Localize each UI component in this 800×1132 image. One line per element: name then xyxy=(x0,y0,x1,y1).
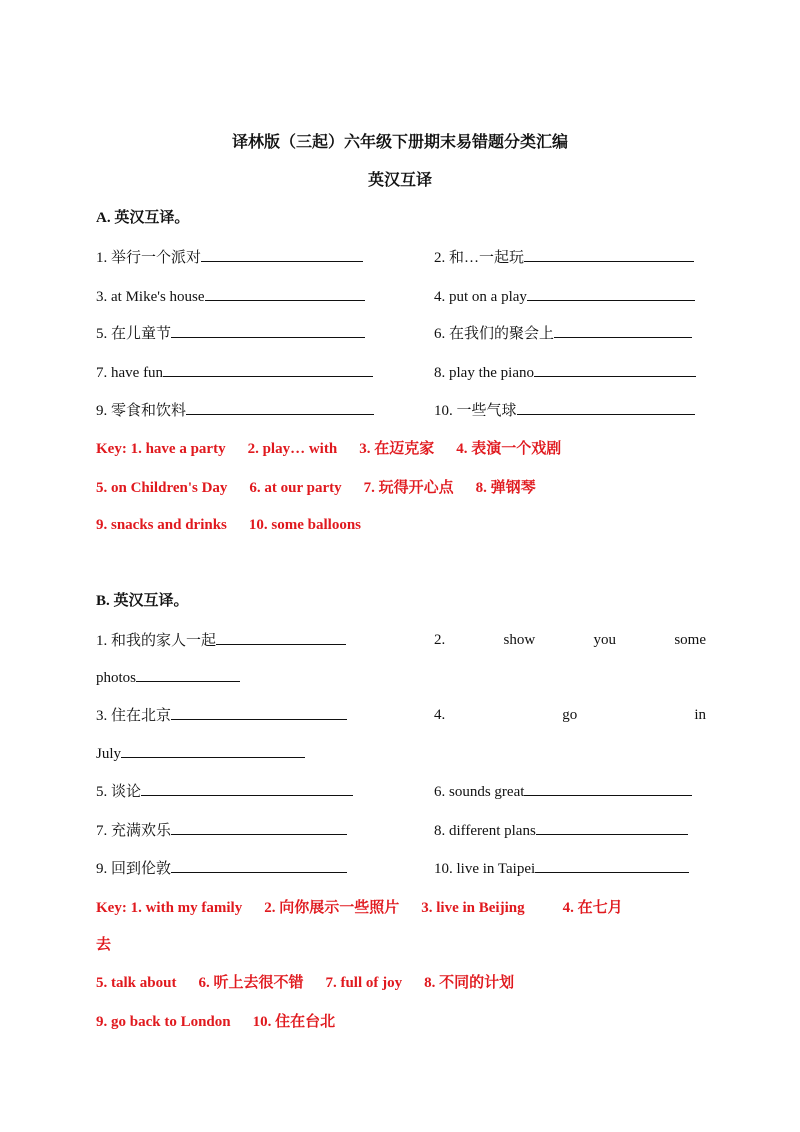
answer-key-line: 5. on Children's Day 6. at our party 7. 玩得开心点 8. 弹钢琴 xyxy=(96,480,536,496)
section-a-heading: A. 英汉互译。 xyxy=(96,210,190,226)
answer-blank[interactable] xyxy=(171,820,347,835)
answer-blank[interactable] xyxy=(141,781,353,796)
answer-key-line: 去 xyxy=(96,937,112,953)
answer-blank[interactable] xyxy=(216,630,346,645)
page-subtitle: 英汉互译 xyxy=(367,172,432,189)
exercise-item: 4. go in xyxy=(434,707,706,723)
answer-blank[interactable] xyxy=(201,247,363,262)
exercise-item: 6. sounds great xyxy=(434,781,692,802)
answer-blank[interactable] xyxy=(524,247,694,262)
exercise-item: 2. show you some xyxy=(434,632,706,648)
answer-blank[interactable] xyxy=(163,362,373,377)
exercise-item: 3. 住在北京 xyxy=(96,705,347,726)
answer-key-line: Key: 1. have a party 2. play… with 3. 在迈克家 4. 表演一个戏剧 xyxy=(96,441,562,457)
exercise-item: 3. at Mike's house xyxy=(96,286,365,307)
answer-blank[interactable] xyxy=(171,323,365,338)
exercise-item: 9. 回到伦敦 xyxy=(96,858,347,879)
answer-key-line: 9. go back to London 10. 住在台北 xyxy=(96,1014,336,1030)
section-b-heading: B. 英汉互译。 xyxy=(96,593,189,609)
exercise-item: 10. 一些气球 xyxy=(434,400,695,421)
exercise-item-continuation: photos xyxy=(96,667,240,688)
answer-key-line: Key: 1. with my family 2. 向你展示一些照片 3. live in Beijing 4. 在七月 xyxy=(96,900,623,916)
answer-blank[interactable] xyxy=(534,362,696,377)
exercise-item: 7. have fun xyxy=(96,362,373,383)
answer-blank[interactable] xyxy=(171,705,347,720)
answer-blank[interactable] xyxy=(536,820,688,835)
exercise-item: 9. 零食和饮料 xyxy=(96,400,374,421)
answer-key-line: 5. talk about 6. 听上去很不错 7. full of joy 8. 不同的计划 xyxy=(96,975,515,991)
answer-blank[interactable] xyxy=(535,858,689,873)
exercise-item: 6. 在我们的聚会上 xyxy=(434,323,692,344)
exercise-item: 7. 充满欢乐 xyxy=(96,820,347,841)
exercise-item: 1. 和我的家人一起 xyxy=(96,630,346,651)
answer-blank[interactable] xyxy=(205,286,365,301)
answer-blank[interactable] xyxy=(524,781,692,796)
answer-blank[interactable] xyxy=(121,743,305,758)
exercise-item: 8. play the piano xyxy=(434,362,696,383)
answer-blank[interactable] xyxy=(517,400,695,415)
answer-blank[interactable] xyxy=(171,858,347,873)
answer-blank[interactable] xyxy=(527,286,695,301)
exercise-item-continuation: July xyxy=(96,743,305,764)
exercise-item: 1. 举行一个派对 xyxy=(96,247,363,268)
exercise-item: 10. live in Taipei xyxy=(434,858,689,879)
exercise-item: 8. different plans xyxy=(434,820,688,841)
exercise-item: 5. 谈论 xyxy=(96,781,353,802)
exercise-item: 2. 和…一起玩 xyxy=(434,247,694,268)
exercise-item: 5. 在儿童节 xyxy=(96,323,365,344)
page-title: 译林版（三起）六年级下册期末易错题分类汇编 xyxy=(231,134,568,151)
answer-blank[interactable] xyxy=(554,323,692,338)
exercise-item: 4. put on a play xyxy=(434,286,695,307)
answer-blank[interactable] xyxy=(136,667,240,682)
answer-blank[interactable] xyxy=(186,400,374,415)
answer-key-line: 9. snacks and drinks 10. some balloons xyxy=(96,517,362,533)
